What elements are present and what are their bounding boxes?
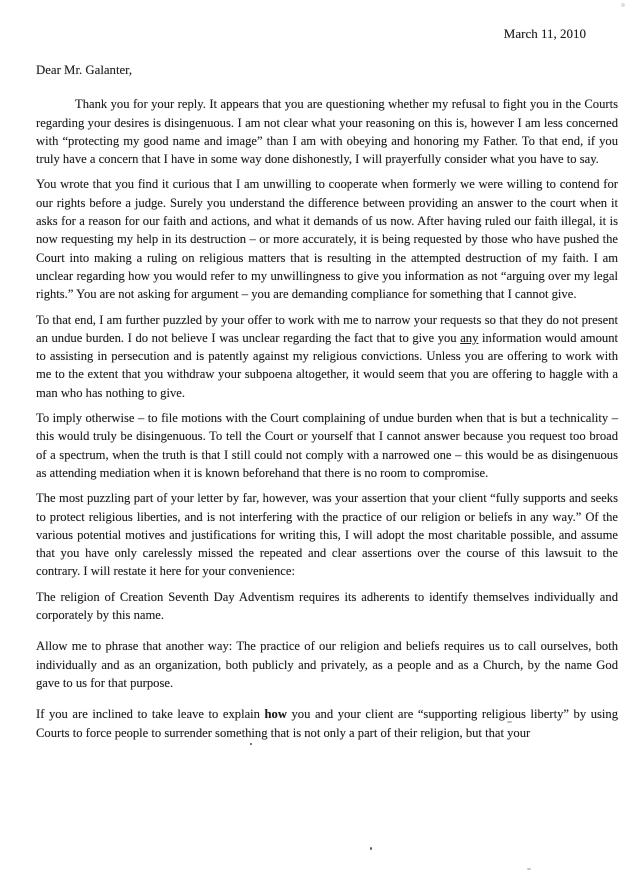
letter-text-segment: you and your client are “supporting religious liberty” by using Courts to force people to surrender something that is not only a part of their religion, but that your — [36, 707, 618, 740]
letter-salutation: Dear Mr. Galanter, — [36, 63, 133, 77]
letter-paragraph — [36, 588, 618, 625]
letter-text-segment: how — [264, 707, 287, 722]
letter-text-segment: The most puzzling part of your letter by far, however, was your assertion that your client “fully supports and seeks to protect religious liberties, and is not interfering with the practice of our religion or beliefs in any way.” Of the various potential motives and justifications for writing this, I will adopt the most charitable possible, and assume that you have only carelessly missed the repeated and clear assertions over the course of this lawsuit to the contrary. I will restate it here for your convenience: — [36, 491, 618, 579]
letter-text-segment: any — [460, 330, 479, 345]
letter-text-segment: If you are inclined to take leave to explain — [36, 707, 265, 722]
letter-text-segment: The religion of Creation Seventh Day Adventism requires its adherents to identify themselves individually and corporately by this name. — [36, 589, 618, 623]
letter-paragraph — [36, 489, 618, 580]
letter-paragraph — [36, 705, 618, 742]
letter-text-segment: Allow me to phrase that another way: The practice of our religion and beliefs requires us to call ourselves, both individually and as an organization, both publicly and privately, as a people and as a Church, by the name God gave to us for that purpose. — [36, 639, 618, 690]
letter-paragraph — [36, 95, 618, 168]
letter-text-segment: You wrote that you find it curious that I am unwilling to cooperate when formerly we were willing to contend for our rights before a judge. Surely you understand the difference between providing an answer to the court when it asks for a reason for our faith and actions, and what it demands of us now. After having ruled our faith illegal, it is now requesting my help in its destruction – or more accurately, it is being requested by those who have pushed the Court into making a ruling on religious matters that is resulting in the attempted destruction of my faith. I am unclear regarding how you would refer to my unwillingness to give you information as not “arguing over my legal rights.” You are not asking for argument – you are demanding compliance for something that I cannot give. — [36, 177, 618, 302]
letter-paragraph — [36, 637, 618, 692]
scan-speck — [370, 847, 372, 850]
letter-paragraph — [36, 311, 618, 402]
letter-date: March 11, 2010 — [503, 26, 586, 41]
letter-paragraph — [36, 175, 618, 303]
letter-text-segment: To imply otherwise – to file motions with the Court complaining of undue burden when that is but a technicality – this would truly be disingenuous. To tell the Court or yourself that I cannot answer because you request too broad of a spectrum, when the truth is that I still could not comply with a narrowed one – this would be as disingenuous as attending mediation when it is known beforehand that there is no room to compromise. — [36, 411, 618, 480]
letter-text-segment: information would amount to assisting in persecution and is patently against my religious convictions. Unless you are offering to work with me to the extent that you withdraw your subpoena altogether, it would seem that you are offering to haggle with a man who has nothing to give. — [36, 330, 618, 400]
letter-paragraph — [36, 409, 618, 482]
letter-content — [36, 0, 618, 749]
letter-text-segment: Thank you for your reply. It appears that you are questioning whether my refusal to fight you in the Courts regarding your desires is disingenuous. I am not clear what your reasoning on this is, however I am less concerned with “protecting my good name and image” than I am with obeying and honoring my Father. To that end, if you truly have a concern that I have in some way done dishonestly, I will prayerfully consider what you have to say. — [36, 97, 618, 167]
letter-body — [36, 95, 618, 742]
letter-text-segment: To that end, I am further puzzled by your offer to work with me to narrow your requests so that they do not present an undue burden. I do not believe I was unclear regarding the fact that to give you — [36, 312, 618, 345]
scan-speck — [621, 3, 625, 7]
scan-speck — [527, 868, 531, 870]
